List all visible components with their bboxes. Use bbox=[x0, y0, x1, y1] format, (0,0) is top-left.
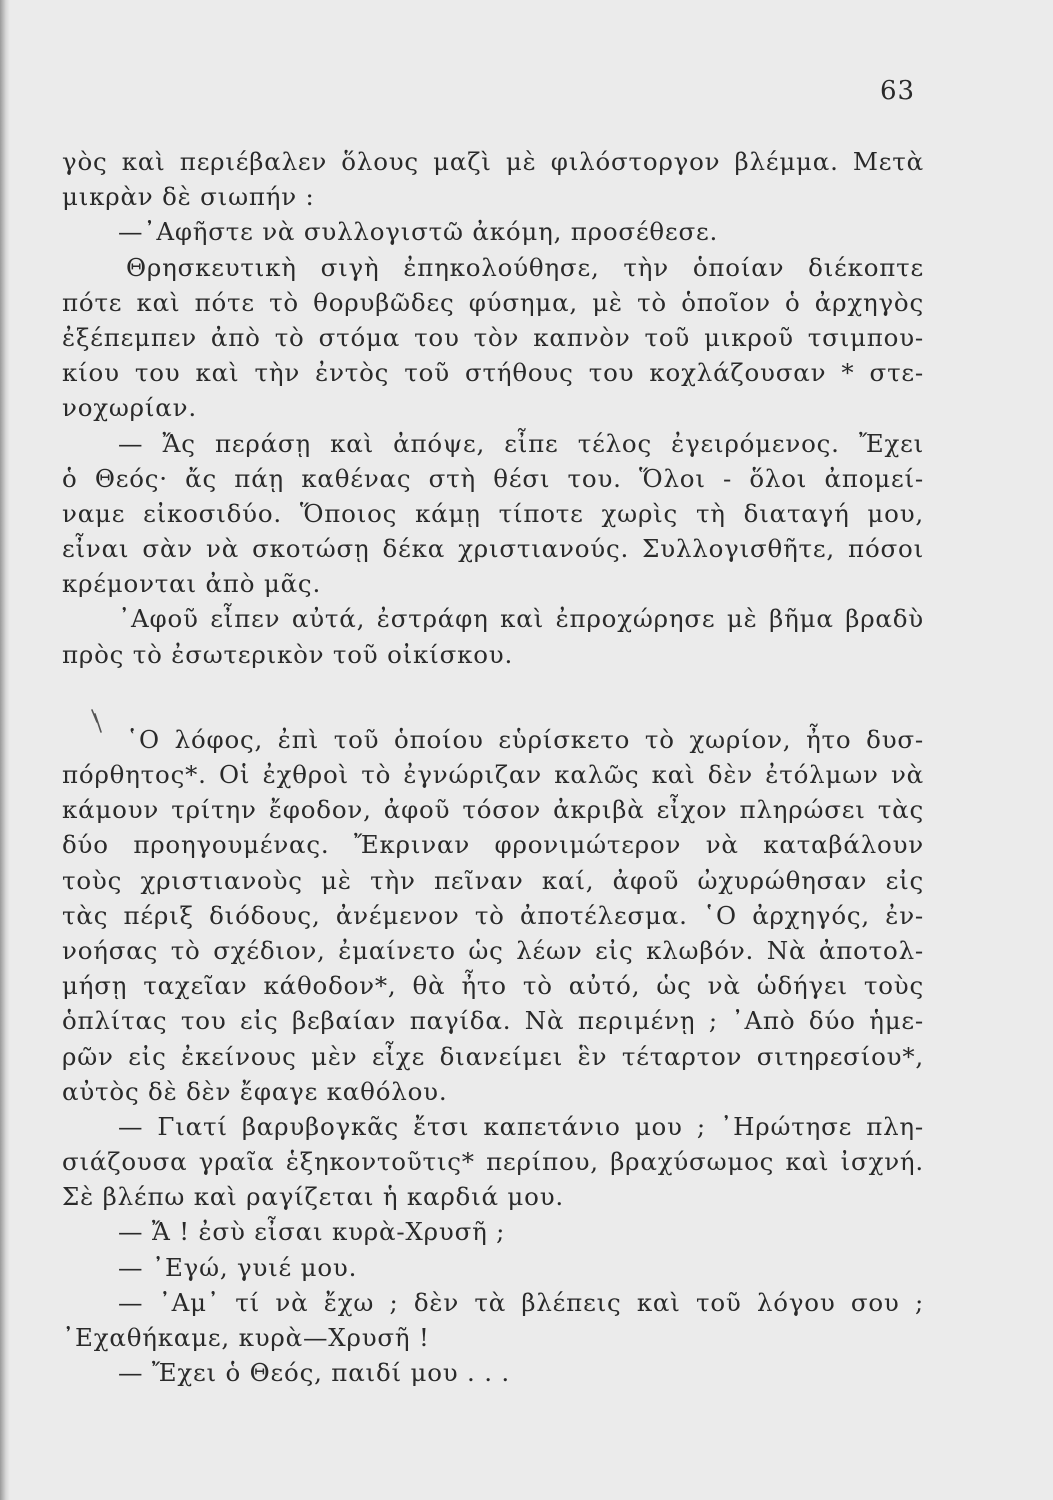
text-line: σιάζουσα γραῖα ἑξηκοντοῦτις* περίπου, βραχύσωμος καὶ ἰσχνή. bbox=[62, 1147, 924, 1177]
text-line: τὰς πέριξ διόδους, ἀνέμενον τὸ ἀποτέλεσμα. ῾Ο ἀρχηγός, ἐν- bbox=[62, 900, 924, 930]
section-break bbox=[62, 672, 924, 722]
text-line: ρῶν εἰς ἐκείνους μὲν εἶχε διανείμει ἓν τέταρτον σιτηρεσίου*, bbox=[62, 1041, 924, 1071]
text-line: πότε καὶ πότε τὸ θορυβῶδες φύσημα, μὲ τὸ ὁποῖον ὁ ἀρχηγὸς bbox=[62, 287, 924, 317]
text-line: Σὲ βλέπω καὶ ραγίζεται ἡ καρδιά μου. bbox=[62, 1182, 564, 1212]
text-line: ὁ Θεός· ἄς πάῃ καθένας στὴ θέσι του. Ὅλοι - ὅλοι ἀπομεί- bbox=[62, 463, 924, 493]
text-line: κρέμονται ἀπὸ μᾶς. bbox=[62, 569, 322, 599]
text-line: αὐτὸς δὲ δὲν ἔφαγε καθόλου. bbox=[62, 1076, 448, 1106]
text-line: νοχωρίαν. bbox=[62, 393, 197, 423]
text-line: εἶναι σὰν νὰ σκοτώσῃ δέκα χριστιανούς. Συλλογισθῆτε, πόσοι bbox=[62, 534, 924, 564]
text-line: ἐξέπεμπεν ἀπὸ τὸ στόμα του τὸν καπνὸν τοῦ μικροῦ τσιμπου- bbox=[62, 322, 924, 352]
dialogue-line: — Γιατί βαρυβογκᾶς ἔτσι καπετάνιο μου ; ᾽Ηρώτησε πλη- bbox=[118, 1111, 924, 1141]
text-line: ὁπλίτας του εἰς βεβαίαν παγίδα. Νὰ περιμένῃ ; ᾽Απὸ δύο ἡμε- bbox=[62, 1006, 924, 1036]
dialogue-line: — ᾽Αμ᾽ τί νὰ ἔχω ; δὲν τὰ βλέπεις καὶ τοῦ λόγου σου ; bbox=[118, 1287, 924, 1317]
dialogue-line: — ᾽Εγώ, γυιέ μου. bbox=[118, 1252, 358, 1282]
page-binding-edge bbox=[0, 0, 10, 1500]
text-line: δύο προηγουμένας. Ἔκριναν φρονιμώτερον νὰ καταβάλουν bbox=[62, 830, 924, 860]
text-line: πρὸς τὸ ἐσωτερικὸν τοῦ οἰκίσκου. bbox=[62, 639, 514, 669]
text-line: ᾽Αφοῦ εἶπεν αὐτά, ἐστράφη καὶ ἐπροχώρησε μὲ βῆμα βραδὺ bbox=[118, 604, 924, 634]
text-line: κάμουν τρίτην ἔφοδον, ἀφοῦ τόσον ἀκριβὰ εἶχον πληρώσει τὰς bbox=[62, 795, 924, 825]
dialogue-line: — Ἔχει ὁ Θεός, παιδί μου . . . bbox=[118, 1358, 510, 1388]
text-line: μήσῃ ταχεῖαν κάθοδον*, θὰ ἦτο τὸ αὐτό, ὡς νὰ ὡδήγει τοὺς bbox=[62, 971, 924, 1001]
text-line: Θρησκευτικὴ σιγὴ ἐπηκολούθησε, τὴν ὁποίαν διέκοπτε bbox=[126, 252, 924, 282]
text-line: πόρθητος*. Οἱ ἐχθροὶ τὸ ἐγνώριζαν καλῶς καὶ δὲν ἐτόλμων νὰ bbox=[62, 760, 924, 789]
dialogue-line: —᾽Αφῆστε νὰ συλλογιστῶ ἀκόμη, προσέθεσε. bbox=[118, 217, 719, 247]
text-line: ῾Ο λόφος, ἐπὶ τοῦ ὁποίου εὑρίσκετο τὸ χωρίον, ἦτο δυσ- bbox=[126, 724, 924, 754]
text-line: μικρὰν δὲ σιωπήν : bbox=[62, 182, 315, 212]
dialogue-line: — Ἄ ! ἐσὺ εἶσαι κυρὰ-Χρυσῆ ; bbox=[118, 1217, 506, 1247]
page-number: 63 bbox=[880, 76, 916, 106]
body-text bbox=[62, 144, 924, 1390]
text-line: νοήσας τὸ σχέδιον, ἐμαίνετο ὡς λέων εἰς κλωβόν. Νὰ ἀποτολ- bbox=[62, 935, 924, 965]
text-line: γὸς καὶ περιέβαλεν ὅλους μαζὶ μὲ φιλόστοργον βλέμμα. Μετὰ bbox=[62, 147, 924, 176]
text-line: κίου του καὶ τὴν ἐντὸς τοῦ στήθους του κοχλάζουσαν * στε- bbox=[62, 358, 924, 388]
dialogue-line: — Ἄς περάσῃ καὶ ἀπόψε, εἶπε τέλος ἐγειρόμενος. Ἔχει bbox=[118, 428, 924, 458]
text-line: τοὺς χριστιανοὺς μὲ τὴν πεῖναν καί, ἀφοῦ ὠχυρώθησαν εἰς bbox=[62, 865, 924, 895]
text-line: ᾽Εχαθήκαμε, κυρὰ—Χρυσῆ ! bbox=[62, 1323, 430, 1352]
text-line: ναμε εἰκοσιδύο. Ὅποιος κάμῃ τίποτε χωρὶς τὴ διαταγή μου, bbox=[62, 498, 924, 528]
